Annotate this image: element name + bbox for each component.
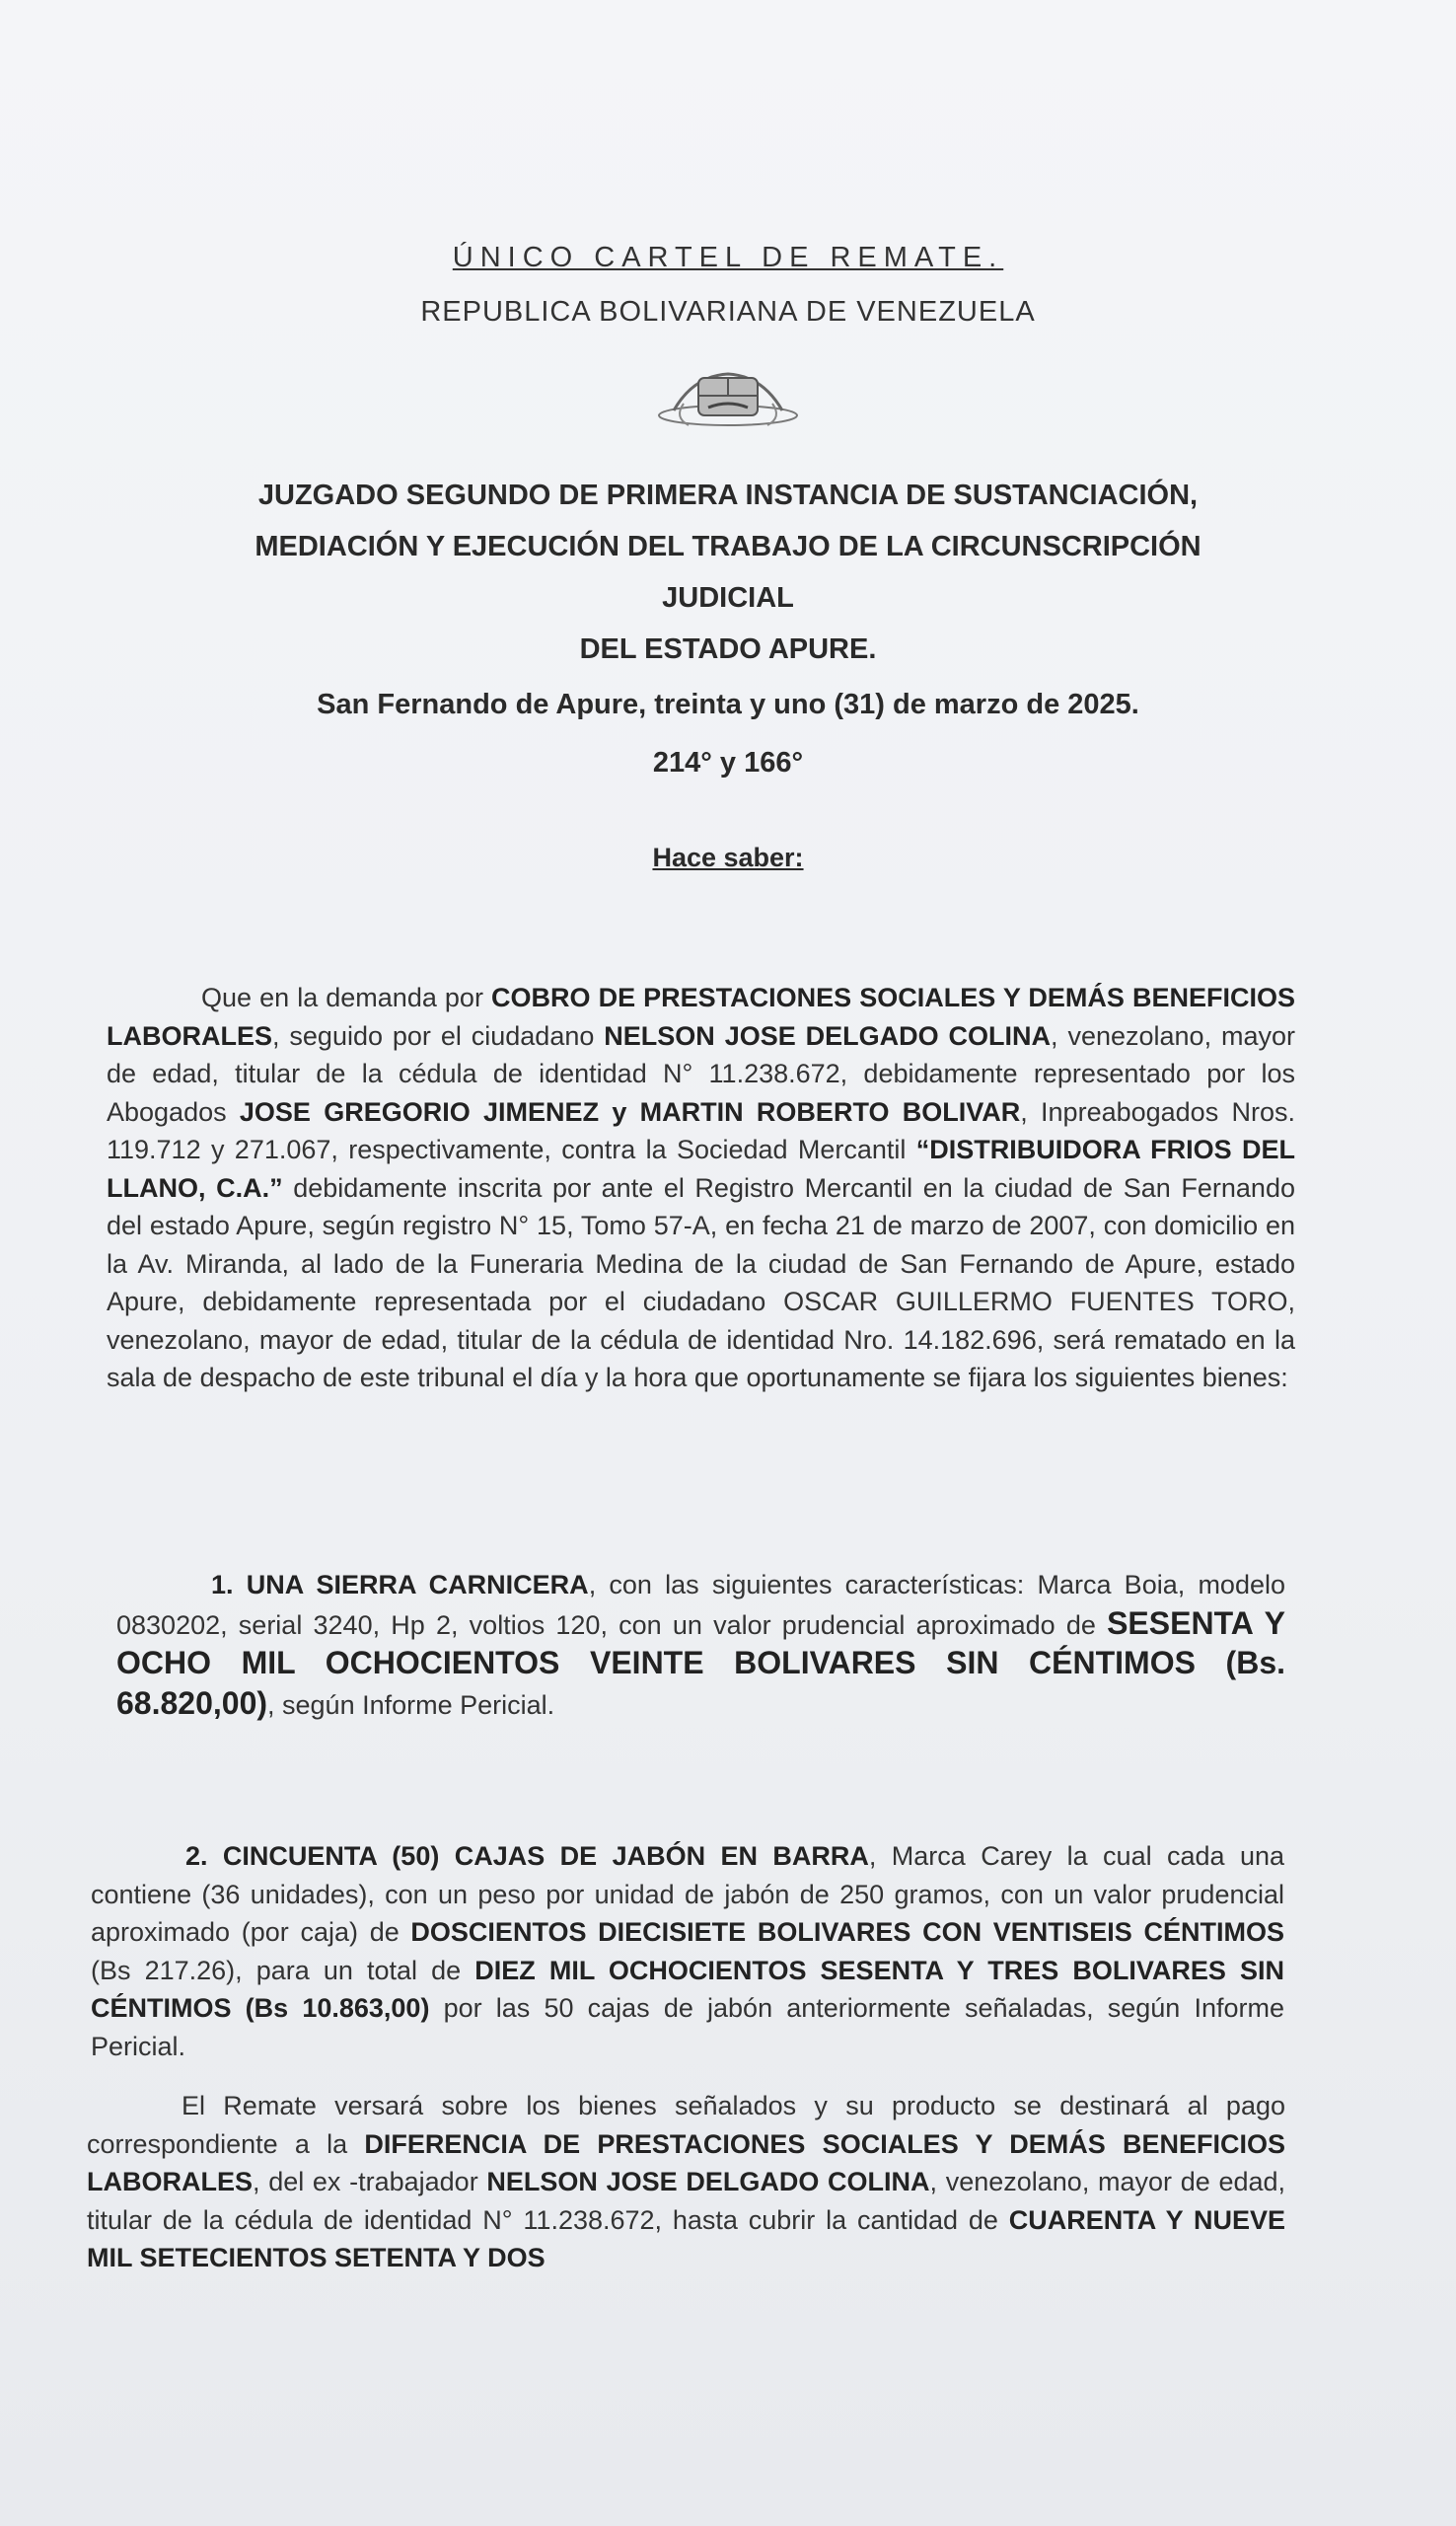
- item-2-paragraph: 2. CINCUENTA (50) CAJAS DE JABÓN EN BARRA, Marca Carey la cual cada una contiene (36 unidades), con un peso por unidad de jabón de 250 gramos, con un valor prudencial aproximado (por caja) de DOSCIENTOS DIECISIETE BOLIVARES CON VENTISEIS CÉNTIMOS (Bs 217.26), para un total de DIEZ MIL OCHOCIENTOS SESENTA Y TRES BOLIVARES SIN CÉNTIMOS (Bs 10.863,00) por las 50 cajas de jabón anteriormente señaladas, según Informe Pericial.: [91, 1841, 1284, 2061]
- court-line: JUDICIAL: [662, 582, 794, 614]
- document-header: [0, 242, 1456, 873]
- court-line: MEDIACIÓN Y EJECUCIÓN DEL TRABAJO DE LA CIRCUNSCRIPCIÓN: [255, 531, 1201, 562]
- court-line: JUZGADO SEGUNDO DE PRIMERA INSTANCIA DE SUSTANCIACIÓN,: [257, 480, 1199, 511]
- cartel-title: ÚNICO CARTEL DE REMATE.: [452, 242, 1004, 273]
- item-1-paragraph: 1. UNA SIERRA CARNICERA, con las siguientes características: Marca Boia, modelo 0830202, serial 3240, Hp 2, voltios 120, con un valor prudencial aproximado de SESENTA Y OCHO MIL OCHOCIENTOS VEINTE BOLIVARES SIN CÉNTIMOS (Bs. 68.820,00), según Informe Pericial.: [116, 1570, 1286, 1721]
- court-name: [0, 470, 1456, 675]
- main-paragraph: Que en la demanda por COBRO DE PRESTACIONES SOCIALES Y DEMÁS BENEFICIOS LABORALES, seguido por el ciudadano NELSON JOSE DELGADO COLINA, venezolano, mayor de edad, titular de la cédula de identidad N° 11.238.672, debidamente representado por los Abogados JOSE GREGORIO JIMENEZ y MARTIN ROBERTO BOLIVAR, Inpreabogados Nros. 119.712 y 271.067, respectivamente, contra la Sociedad Mercantil “DISTRIBUIDORA FRIOS DEL LLANO, C.A.” debidamente inscrita por ante el Registro Mercantil en la ciudad de San Fernando del estado Apure, según registro N° 15, Tomo 57-A, en fecha 21 de marzo de 2007, con domicilio en la Av. Miranda, al lado de la Funeraria Medina de la ciudad de San Fernando de Apure, estado Apure, debidamente representada por el ciudadano OSCAR GUILLERMO FUENTES TORO, venezolano, mayor de edad, titular de la cédula de identidad Nro. 14.182.696, será rematado en la sala de despacho de este tribunal el día y la hora que oportunamente se fijara los siguientes bienes:: [107, 983, 1296, 1392]
- republic-name: REPUBLICA BOLIVARIANA DE VENEZUELA: [420, 296, 1036, 328]
- final-paragraph: El Remate versará sobre los bienes señalados y su producto se destinará al pago correspondiente a la DIFERENCIA DE PRESTACIONES SOCIALES Y DEMÁS BENEFICIOS LABORALES, del ex -trabajador NELSON JOSE DELGADO COLINA, venezolano, mayor de edad, titular de la cédula de identidad N° 11.238.672, hasta cubrir la cantidad de CUARENTA Y NUEVE MIL SETECIENTOS SETENTA Y DOS: [87, 2091, 1286, 2272]
- place-date: San Fernando de Apure, treinta y uno (31) de marzo de 2025.: [317, 689, 1139, 720]
- coat-of-arms-icon: [654, 356, 802, 435]
- hace-saber-heading: Hace saber:: [652, 843, 804, 872]
- court-line: DEL ESTADO APURE.: [579, 633, 877, 665]
- years-line: 214° y 166°: [652, 747, 804, 779]
